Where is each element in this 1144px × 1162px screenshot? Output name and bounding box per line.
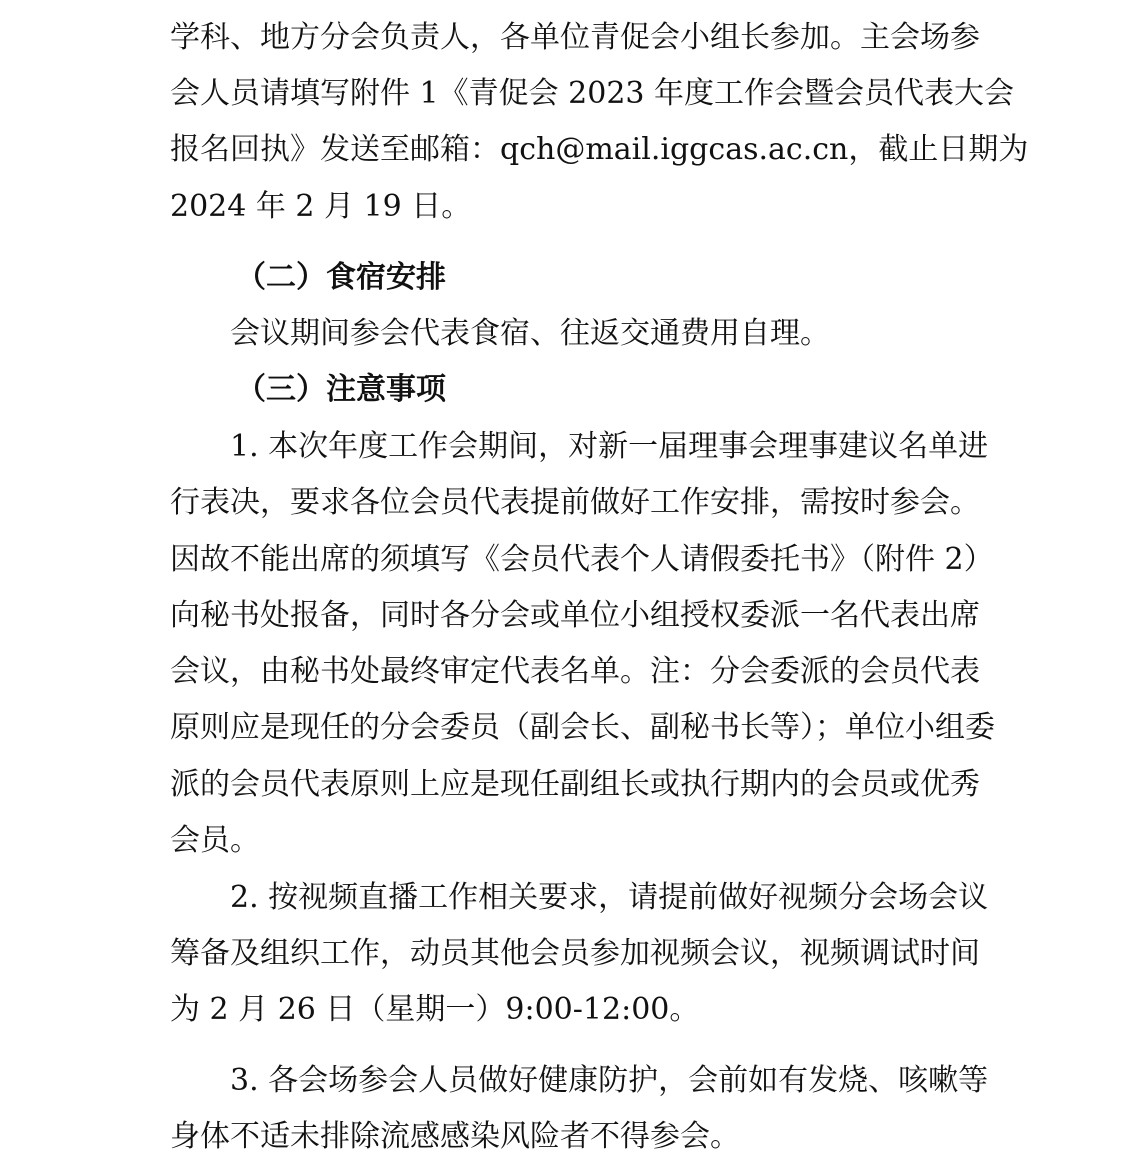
list-item-2-line: 2. 按视频直播工作相关要求，请提前做好视频分会场会议 <box>230 880 989 915</box>
body-text-line: 派的会员代表原则上应是现任副组长或执行期内的会员或优秀 <box>170 767 980 802</box>
body-text-line: 因故不能出席的须填写《会员代表个人请假委托书》（附件 2） <box>170 542 994 577</box>
section-heading-notes: （三）注意事项 <box>236 372 446 407</box>
list-item-1-line: 1. 本次年度工作会期间，对新一届理事会理事建议名单进 <box>230 429 989 464</box>
body-text-line: 会议期间参会代表食宿、往返交通费用自理。 <box>230 316 830 351</box>
body-text-line: 会人员请填写附件 1《青促会 2023 年度工作会暨会员代表大会 <box>170 76 1015 111</box>
body-text-line: 学科、地方分会负责人，各单位青促会小组长参加。主会场参 <box>170 20 980 55</box>
body-text-line: 会员。 <box>170 823 260 858</box>
body-text-line: 为 2 月 26 日（星期一）9:00-12:00。 <box>170 992 700 1027</box>
body-text-line: 向秘书处报备，同时各分会或单位小组授权委派一名代表出席 <box>170 598 980 633</box>
body-text-line: 会议，由秘书处最终审定代表名单。注：分会委派的会员代表 <box>170 654 980 689</box>
body-text-line: 报名回执》发送至邮箱：qch@mail.iggcas.ac.cn，截止日期为 <box>170 132 1029 167</box>
body-text-line: 筹备及组织工作，动员其他会员参加视频会议，视频调试时间 <box>170 936 980 971</box>
body-text-line: 原则应是现任的分会委员（副会长、副秘书长等）；单位小组委 <box>170 710 995 745</box>
body-text-line: 2024 年 2 月 19 日。 <box>170 189 472 224</box>
body-text-line: 行表决，要求各位会员代表提前做好工作安排，需按时参会。 <box>170 485 980 520</box>
body-text-line: 身体不适未排除流感感染风险者不得参会。 <box>170 1119 740 1154</box>
section-heading-accommodation: （二）食宿安排 <box>236 260 446 295</box>
list-item-3-line: 3. 各会场参会人员做好健康防护，会前如有发烧、咳嗽等 <box>230 1063 989 1098</box>
